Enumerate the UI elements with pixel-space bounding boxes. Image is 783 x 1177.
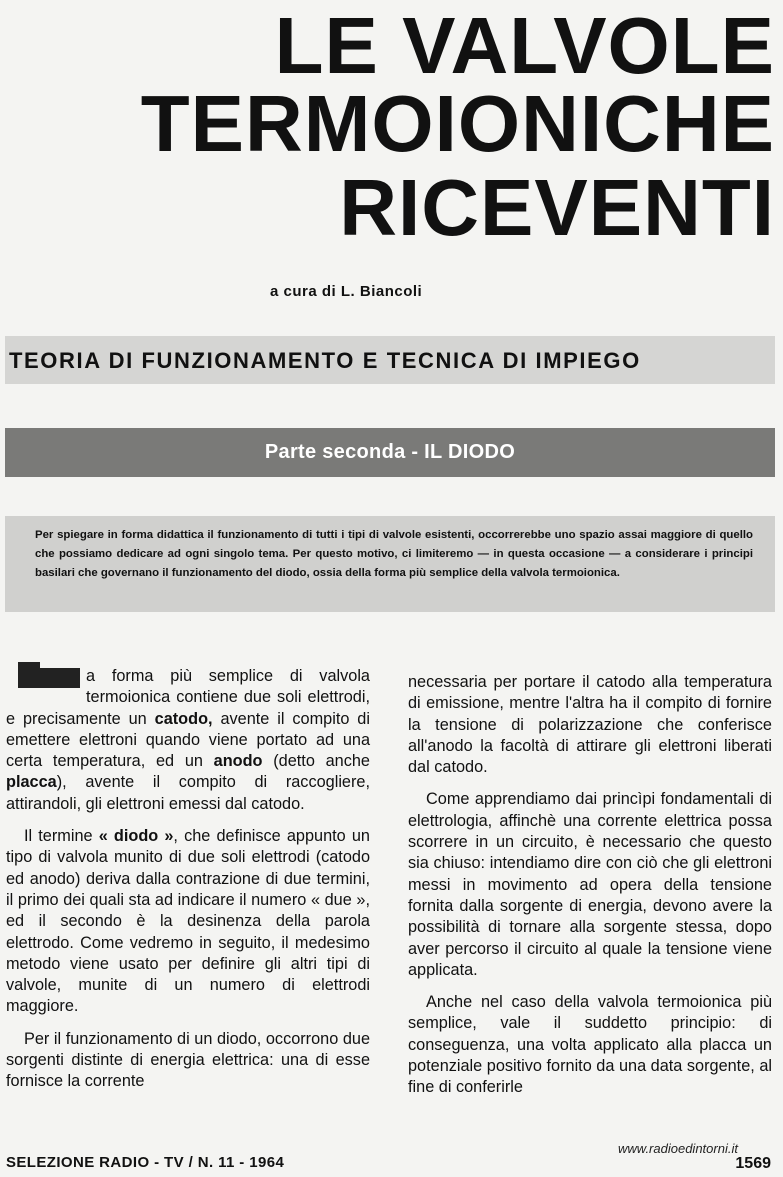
magazine-footer: SELEZIONE RADIO - TV / N. 11 - 1964 xyxy=(6,1154,285,1171)
text-run: a forma più semplice di valvola termoionica contiene due soli elettrodi, e precisamente un xyxy=(6,667,370,728)
title-line-2: TERMOIONICHE xyxy=(140,79,775,168)
term-anodo: anodo xyxy=(213,752,263,771)
text-run: (detto anche xyxy=(262,752,370,771)
paragraph-4: necessaria per portare il catodo alla temperatura di emissione, mentre l'altra ha il compito di fornire la tensione di polarizzazione che conferisce all'anodo la facoltà di attirare gli elettroni liberati dal catodo. xyxy=(408,673,772,777)
title-line-1: LE VALVOLE xyxy=(274,1,775,90)
title-line-3: RICEVENTI xyxy=(339,163,775,252)
dropcap-letter xyxy=(18,668,80,688)
article-column-left xyxy=(6,666,370,1104)
paragraph-3: Per il funzionamento di un diodo, occorrono due sorgenti distinte di energia elettrica: una di esse fornisce la corrente xyxy=(6,1029,370,1091)
page-number: 1569 xyxy=(735,1155,771,1172)
author-credit: a cura di L. Biancoli xyxy=(270,283,423,300)
article-column-right xyxy=(408,672,772,1110)
paragraph-2 xyxy=(6,826,370,1018)
intro-text: Per spiegare in forma didattica il funzionamento di tutti i tipi di valvole esistenti, occorrerebbe uno spazio assai maggiore di quello che possiamo dedicare ad ogni singolo tema. Per questo motivo, ci limiteremo — in questa occasione — a considerare i principi basilari che governano il funzionamento del diodo, ossia della forma più semplice della valvola termoionica. xyxy=(35,529,753,579)
text-run: Il termine xyxy=(24,827,99,846)
paragraph-1 xyxy=(6,666,370,815)
part-heading: Parte seconda - IL DIODO xyxy=(264,441,516,463)
intro-box xyxy=(5,516,775,612)
paragraph-6: Anche nel caso della valvola termoionica più semplice, vale il suddetto principio: di conseguenza, una volta applicato alla placca un potenziale positivo fornito da una data sorgente, al fine di conferirle xyxy=(408,993,772,1097)
paragraph-5: Come apprendiamo dai princìpi fondamentali di elettrologia, affinchè una corrente elettrica possa scorrere in un circuito, è necessario che questo sia chiuso: intendiamo dire con ciò che gli elettroni messi in movimento ad opera della tensione fornita dalla sorgente di energia, devono avere la possibilità di tornare alla sorgente stessa, dopo aver percorso il circuito al quale la tensione viene applicata. xyxy=(408,790,772,979)
term-placca: placca xyxy=(6,773,57,792)
subtitle: TEORIA DI FUNZIONAMENTO E TECNICA DI IMPIEGO xyxy=(9,348,641,373)
text-run: avente il compito di emettere elettroni quando viene portato ad una certa temperatura, ed un xyxy=(6,709,370,771)
term-catodo: catodo, xyxy=(154,709,213,728)
watermark-url: www.radioedintorni.it xyxy=(618,1141,738,1156)
term-diodo: « diodo » xyxy=(98,827,174,846)
subtitle-band xyxy=(5,336,775,384)
text-run: ), avente il compito di raccogliere, attirandoli, gli elettroni emessi dal catodo. xyxy=(6,773,370,813)
part-heading-band xyxy=(5,428,775,477)
text-run: , che definisce appunto un tipo di valvola munito di due soli elettrodi (catodo ed anodo) deriva dalla contrazione di due termini, il primo dei quali sta ad indicare il numero « due », ed il secondo è la desinenza della parola elettrodo. Come vedremo in seguito, il medesimo metodo viene usato per definire gli altri tipi di valvole, munite di un numero di elettrodi maggiore. xyxy=(6,827,370,1016)
